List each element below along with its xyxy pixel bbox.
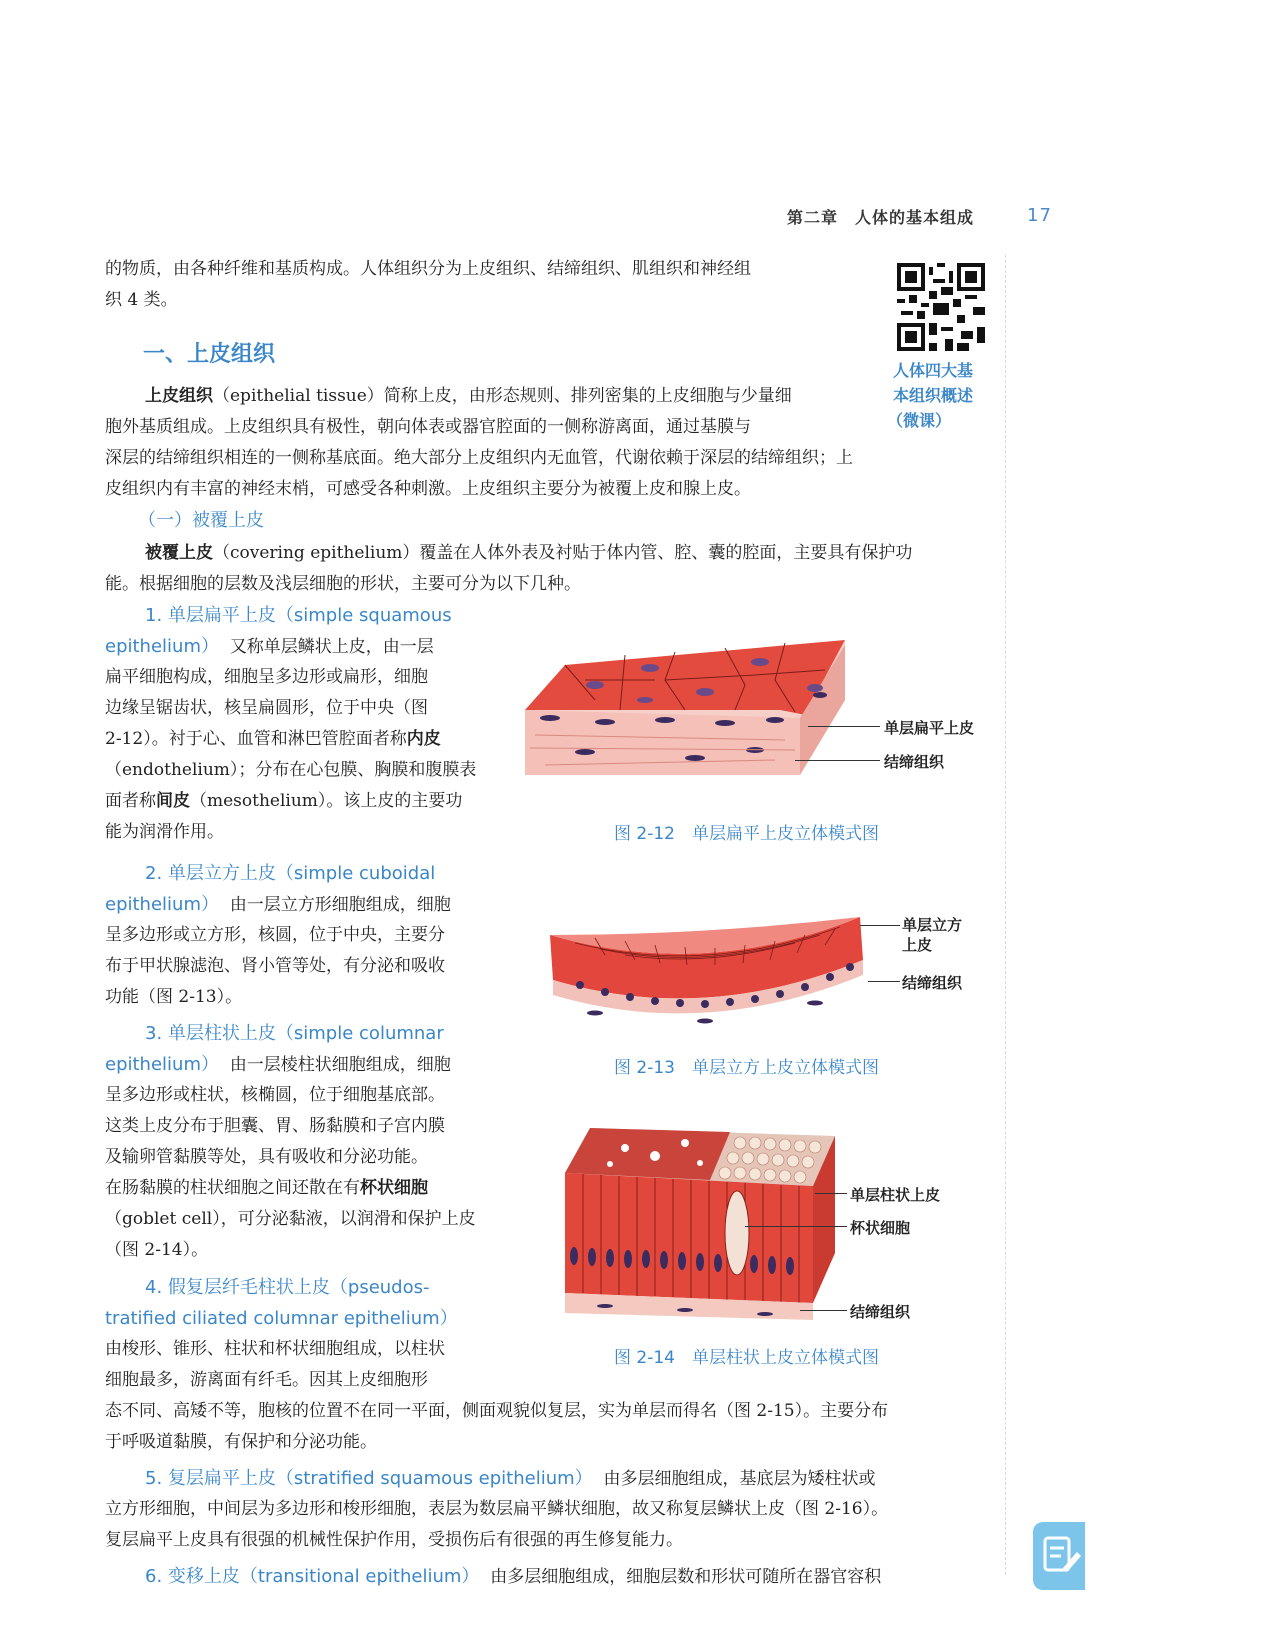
term-mesothelium: 间皮 [156,791,190,811]
fig13-leader-top [860,925,900,926]
fig13-caption: 图 2-13 单层立方上皮立体模式图 [614,1058,879,1078]
item3-text-5a: 在肠黏膜的柱状细胞之间还散在有 [105,1178,360,1198]
item1-line-3: 边缘呈锯齿状，核呈扁圆形，位于中央（图 [105,698,428,718]
item5-heading: 5. 复层扁平上皮（stratified squamous epithelium） [145,1468,593,1489]
item3-line-3: 这类上皮分布于胆囊、胃、肠黏膜和子宫内膜 [105,1116,445,1136]
running-header [787,205,1087,228]
term-covering: 被覆上皮 [145,543,213,563]
fig14-label-columnar: 单层柱状上皮 [850,1186,941,1204]
fig14-leader-2 [745,1226,847,1227]
item1-line-7: 能为润滑作用。 [105,822,224,842]
fig14-caption: 图 2-14 单层柱状上皮立体模式图 [614,1348,879,1368]
item3-line-1 [105,1049,451,1081]
item3-line-7: （图 2-14）。 [105,1240,209,1260]
item5-line-1 [145,1463,875,1495]
item1-text-4: 2-12）。衬于心、血管和淋巴管腔面者称 [105,729,407,749]
item3-text-1: 由一层棱柱状细胞组成，细胞 [229,1055,451,1075]
section-line-1 [145,381,792,412]
section-line-3: 深层的结缔组织相连的一侧称基底面。绝大部分上皮组织内无血管，代谢依赖于深层的结缔组织；上 [105,448,853,468]
item2-text-1: 由一层立方形细胞组成，细胞 [229,895,451,915]
term-endothelium: 内皮 [406,729,441,749]
item1-line-6 [105,786,462,817]
item2-line-3: 布于甲状腺滤泡、肾小管等处，有分泌和吸收 [105,956,445,976]
item2-line-4: 功能（图 2-13）。 [105,987,243,1007]
item4-line-4: 于呼吸道黏膜，有保护和分泌功能。 [105,1432,377,1452]
fig12-caption: 图 2-12 单层扁平上皮立体模式图 [614,824,879,844]
margin-divider [1005,255,1006,1575]
item6-text-1: 由多层细胞组成，细胞层数和形状可随所在器官容积 [490,1567,882,1587]
item1-text-6a: 面者称 [105,791,156,811]
fig14-leader-1 [815,1193,847,1194]
item3-line-2: 呈多边形或柱状，核椭圆，位于细胞基底部。 [105,1085,445,1105]
item6-heading: 6. 变移上皮（transitional epithelium） [145,1566,480,1587]
sub-line-1 [145,538,912,569]
item1-line-5: （endothelium）；分布在心包膜、胸膜和腹膜表 [105,760,477,780]
item6-line-1 [145,1561,881,1593]
subsection-title: （一）被覆上皮 [138,510,264,531]
fig14-leader-3 [800,1310,847,1311]
item1-line-1 [105,631,434,663]
fig13-leader-bottom [868,981,900,982]
notes-tab-icon[interactable] [1033,1522,1085,1590]
fig12-leader-top [808,726,880,727]
item4-heading-2: tratified ciliated columnar epithelium） [105,1308,458,1329]
fig14-label-goblet: 杯状细胞 [850,1219,911,1237]
item5-line-2: 立方形细胞，中间层为多边形和梭形细胞，表层为数层扁平鳞状细胞，故又称复层鳞状上皮（图 2-16）。 [105,1499,889,1519]
sub-line-1-text: （covering epithelium）覆盖在人体外表及衬贴于体内管、腔、囊的腔面，主要具有保护功 [213,543,913,563]
item5-line-3: 复层扁平上皮具有很强的机械性保护作用，受损伤后有很强的再生修复能力。 [105,1530,683,1550]
qr-code-icon[interactable] [897,263,985,351]
section-line-4: 皮组织内有丰富的神经末梢，可感受各种刺激。上皮组织主要分为被覆上皮和腺上皮。 [105,479,751,499]
fig12-label-epithelium: 单层扁平上皮 [884,719,975,737]
item2-line-2: 呈多边形或立方形，核圆，位于中央，主要分 [105,925,445,945]
fig13-label-epithelium-2: 上皮 [902,936,933,954]
fig13-label-epithelium-1: 单层立方 [902,916,963,934]
chapter-title: 第二章 人体的基本组成 [787,208,975,227]
intro-line-2: 织 4 类。 [105,290,178,310]
item1-line-4 [105,724,441,755]
item2-line-1 [105,889,451,921]
figure-2-12-illustration [525,640,845,805]
item1-heading-1: 1. 单层扁平上皮（simple squamous [145,605,452,626]
item3-line-4: 及输卵管黏膜等处，具有吸收和分泌功能。 [105,1147,428,1167]
item3-heading-1: 3. 单层柱状上皮（simple columnar [145,1023,444,1044]
fig12-label-connective: 结缔组织 [884,753,945,771]
item4-line-3: 态不同、高矮不等，胞核的位置不在同一平面，侧面观貌似复层，实为单层而得名（图 2-15）。主要分布 [105,1401,889,1421]
intro-line-1: 的物质，由各种纤维和基质构成。人体组织分为上皮组织、结缔组织、肌组织和神经组 [105,259,751,279]
qr-caption[interactable] [887,358,1003,433]
qr-caption-line-2: 本组织概述 [893,386,974,405]
figure-2-13-illustration [545,905,865,1030]
term-epithelial: 上皮组织 [145,386,213,406]
item4-line-2: 细胞最多，游离面有纤毛。因其上皮细胞形 [105,1370,428,1390]
item3-line-5 [105,1173,428,1204]
section-title: 一、上皮组织 [143,342,276,367]
term-goblet: 杯状细胞 [360,1178,428,1198]
item4-heading-1: 4. 假复层纤毛柱状上皮（pseudos- [145,1277,430,1298]
item2-heading-1: 2. 单层立方上皮（simple cuboidal [145,863,436,884]
section-line-2: 胞外基质组成。上皮组织具有极性，朝向体表或器官腔面的一侧称游离面，通过基膜与 [105,417,751,437]
item1-text-1: 又称单层鳞状上皮，由一层 [229,637,434,657]
item4-line-1: 由梭形、锥形、柱状和杯状细胞组成，以柱状 [105,1339,445,1359]
item2-heading-2: epithelium） [105,894,219,915]
item3-heading-2: epithelium） [105,1054,219,1075]
item3-line-6: （goblet cell），可分泌黏液，以润滑和保护上皮 [105,1209,476,1229]
item1-heading-2: epithelium） [105,636,219,657]
qr-caption-line-1: 人体四大基 [893,361,974,380]
item1-line-2: 扁平细胞构成，细胞呈多边形或扁形，细胞 [105,667,428,687]
item1-text-6c: （mesothelium）。该上皮的主要功 [190,791,463,811]
fig12-leader-bottom [795,760,880,761]
fig14-label-connective: 结缔组织 [850,1303,911,1321]
section-line-1-text: （epithelial tissue）简称上皮，由形态规则、排列密集的上皮细胞与少量细 [213,386,792,406]
fig13-label-connective: 结缔组织 [902,974,963,992]
qr-caption-line-3: （微课） [887,411,952,430]
sub-line-2: 能。根据细胞的层数及浅层细胞的形状，主要可分为以下几种。 [105,574,581,594]
item5-text-1: 由多层细胞组成，基底层为矮柱状或 [603,1469,876,1489]
page-number: 17 [1027,205,1052,226]
